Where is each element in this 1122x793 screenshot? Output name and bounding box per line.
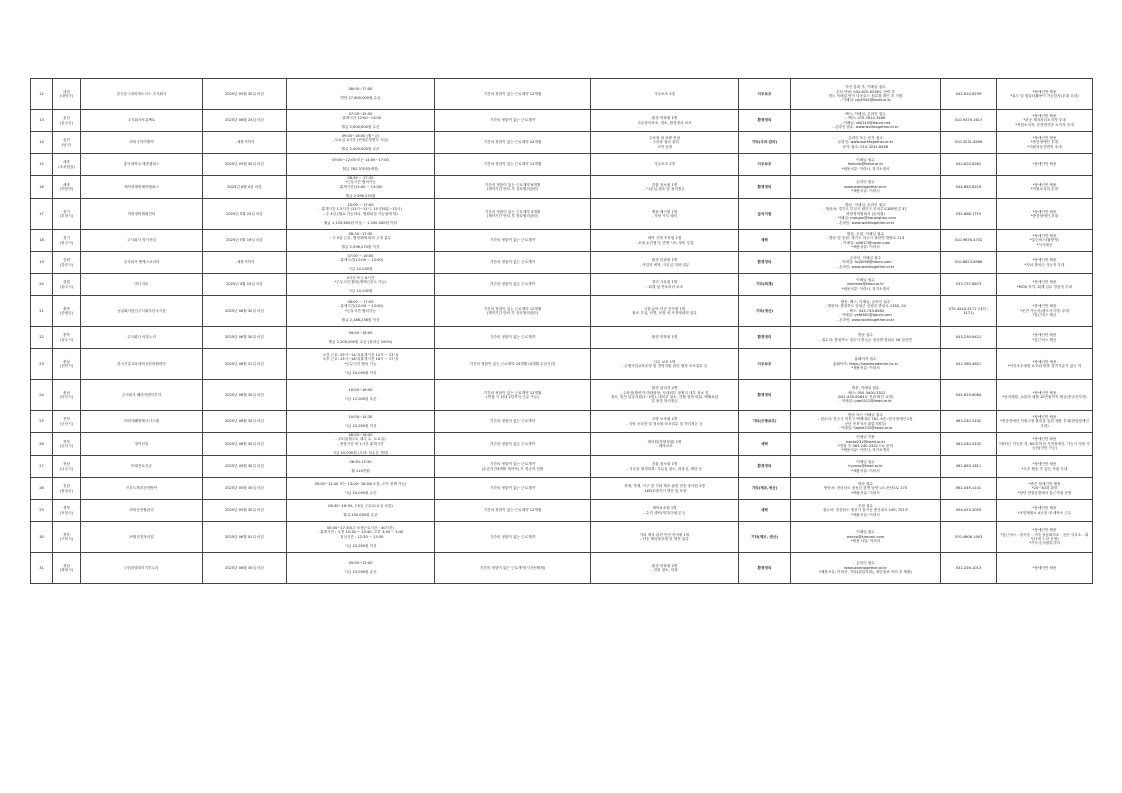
table-row (31, 500, 1093, 522)
row-hours-pay: 08:30~17:30(주 소정근로시간 : 40시간) - 휴게시간 : 오전 10:30 ~ 10:40, 오후 3:30 ~ 3:40 - 점심시간 : 12:30 ~ 13:30 시급 10,030원 이상 (287, 522, 435, 553)
row-contract: 기간의 정함이 있는 근로계약 12개월 (435, 79, 591, 110)
row-deadline: - 채용시까지 (203, 132, 287, 154)
job-listing-sheet (30, 78, 1092, 584)
row-region: 강원 (원주시) (53, 274, 81, 296)
row-company: 한국기술교육대학교산학협력단 (81, 349, 203, 380)
row-preference: *장애인만 채용 *자차 출퇴근 가능자 우대 (997, 252, 1093, 274)
row-region: 울산 (울주군) (53, 110, 81, 132)
row-job-duty: 세탁보조원 1명 - 수건 세탁/개기/다림질 등 (591, 500, 739, 522)
row-job-field: 환경정리 (739, 110, 791, 132)
row-deadline: 2025년 5월 24일 마감 (203, 199, 287, 230)
row-preference: *장애인만 채용 (997, 154, 1093, 176)
row-phone: 070-4606-1903 (941, 522, 997, 553)
row-number: 19 (31, 252, 53, 274)
row-phone: 063-240-2432 (941, 433, 997, 456)
row-region: 경북 (구미시) (53, 522, 81, 553)
row-job-duty: 주방 보조원 1명 - 식당 조리장 및 청소원 보조업무 및 정리정돈 등 (591, 411, 739, 433)
row-region: 충남 (아산시) (53, 380, 81, 411)
row-job-field: 기타(생산) (739, 296, 791, 327)
table-row (31, 230, 1093, 252)
row-job-field: 급식지원 (739, 199, 791, 230)
row-number: 28 (31, 478, 53, 500)
table-row (31, 110, 1093, 132)
row-deadline: 2025년 06월 30일 마감 (203, 433, 287, 456)
row-contract: 기간의 정함이 없는 근로계약 (435, 433, 591, 456)
row-preference: *장애인만 채용 *중증장애인 우대 *지원자운전면허 우대 (997, 132, 1093, 154)
row-hours-pay: 08:30 ~ 17:30 *근무시간 협의가능 -휴게시간(12:00 ~ 13:00) 월급 2,096,270원 (287, 176, 435, 199)
row-hours-pay: 오전 근무: 09시~14시(휴게시간 12시 ~ 13시) 오후 근무: 13시~18시(휴게시간 16시 ~ 17시) *근무시간 협의 가능 시급 10,030원 이상 (287, 349, 435, 380)
row-job-duty: 환경 관리자 2명 - 주차장(출연자 미화담당, 사내외부 청정지 내부 청소 및 청소, 법인 업무지원(1~2명), 내외부 청소, 간협 설탁 비위, 택배보관 및 품질 정리정돈 (591, 380, 739, 411)
row-hours-pay: 08:00~17:00 연봉 27,600,000원 수준 (287, 79, 435, 110)
table-row (31, 522, 1093, 553)
row-preference: *장애인만 채용 *통근버스 : 왕곡동 - 구미 상공회의소 - 공단 사무소 - 회사(7개 노선 운영) *기숙사,차량유지비 (997, 522, 1093, 553)
row-job-duty: 사무 보조 1명 - 수행사업교육운영 및 경영지원 관련 행정 보조업무 등 (591, 349, 739, 380)
row-number: 20 (31, 274, 53, 296)
table-row (31, 553, 1093, 584)
row-company: ㈜범진전자산업 (81, 522, 203, 553)
table-row (31, 327, 1093, 349)
row-company: 주식회사포유팩토 (81, 110, 203, 132)
row-contract: 기간의 정함이 있는 근로계약 3개월 (계약기간 만료 후 상호협의관련) (435, 199, 591, 230)
row-deadline: 2025년 05월 30일 마감 (203, 478, 287, 500)
row-job-duty: 사무보조 1명 (591, 154, 739, 176)
row-region: 세종 (연동면) (53, 176, 81, 199)
row-hours-pay: 08:30~16:30, 주5일 근무(토요일 포함) 월 2,150,000원 수준 (287, 500, 435, 522)
row-preference: *장애인만 채용 *증지체장, 교통비 매월 10만원까지 제공(중수증지자) (997, 380, 1093, 411)
table-row (31, 176, 1093, 199)
row-company: ㈜비구이어엔씨 (81, 132, 203, 154)
row-application: 방문, 이메일 접수 - 팩스: 050-3400-3322 (041-439-6084로 전화 확인 요망) - 이메일: pde0512@kead.or.kr (791, 380, 941, 411)
table-row (31, 380, 1093, 411)
row-preference: *장애인만 채용 *MOS 자격, 회계 업무 경험자 우대 (997, 274, 1093, 296)
row-hours-pay: 10:00~16:00 시급 12,000원 수준 (287, 380, 435, 411)
row-preference: *장애인만 채용 *중증장애인 지원고용 훈련을 통한 채용 우대(발달장애인 우대) (997, 411, 1093, 433)
row-number: 24 (31, 380, 53, 411)
row-contract: 기간의 정함이 없는 근로계약 (435, 411, 591, 433)
table-row (31, 433, 1093, 456)
row-application: 온라인, 이메일 접수 - 이메일: hcj0096@daum.com - 온라인: www.worktogether.or.kr (791, 252, 941, 274)
row-hours-pay: 08:00 ~ 17:00 - 휴게시간(12:00 ~ 13:00) *근무시간 협의가능 월급 2,188,236원 이상 (287, 296, 435, 327)
row-deadline: 2025년 6월 4일 마감 (203, 176, 287, 199)
row-number: 26 (31, 433, 53, 456)
row-job-field: 환경정리 (739, 327, 791, 349)
row-region: 충북 (증평군) (53, 296, 81, 327)
row-deadline: 2025년 06월 30일 마감 (203, 411, 287, 433)
table-row (31, 154, 1093, 176)
row-job-field: 세탁 (739, 433, 791, 456)
row-region: 울산 (남구) (53, 132, 81, 154)
table-row (31, 411, 1093, 433)
row-job-field: 기타(회계) (739, 274, 791, 296)
row-contract: 기간의 정함이 있는 근로계약 6개월 (계약기간 만료 후 상호협의관련) (435, 176, 591, 199)
row-contract: 기간의 정함이 없는 근로계약 (435, 230, 591, 252)
row-application: 방문, 팩스, 이메일, 온라인 접수 - 방문처: 충청북도 증평군 증평읍 중앙로 1350, 24 - 팩스: 043-743-6580 - 이메일: yef6381@daum.com - 온라인: www.worktogether.or.kr (791, 296, 941, 327)
row-number: 25 (31, 411, 53, 433)
row-preference: *장애인만 채용 *직원소지자 우대 (997, 176, 1093, 199)
row-job-field: 기타(주방보조) (739, 411, 791, 433)
row-company: ㈜디지토 (81, 274, 203, 296)
row-company: 주식회사 엔에스코리아 (81, 252, 203, 274)
row-application: 온라인 또는 문자 접수 온라인: www.worktogether.or.kr 문자 접수: 010-3231-8458 (791, 132, 941, 154)
row-hours-pay: 07:00~15:00 - 휴게시간 12:00~13:00 월급 2,000,000원 수준 (287, 110, 435, 132)
row-region: 전북 (군산시) (53, 411, 81, 433)
row-application: 온라인 접수 www.worktogether.or.kr *채용서류: 이력서, 기타(취업지원), 재련정보 이력 후 제출) (791, 553, 941, 584)
row-application: 방문 또는 이메일 접수 - 접수처: 전주시 덕진구 백제대로 761, 9층 (한국장애인고용 공단 전북지사 취업지원부) - 이메일: haeke232@kead.or.kr (791, 411, 941, 433)
row-job-duty: 병원 배식원 1명 - 식당 카트 배식 (591, 199, 739, 230)
row-contract: 기간의 정함이 없는 근로계약 (435, 274, 591, 296)
row-phone: 033-737-6673 (941, 274, 997, 296)
row-number: 27 (31, 456, 53, 478)
row-job-field: 사무보조 (739, 79, 791, 110)
row-phone: 042-620-6261 (941, 154, 997, 176)
row-number: 13 (31, 110, 53, 132)
row-deadline: 2025년 06월 30일 마감 (203, 380, 287, 411)
row-deadline: 2025년 06월 01일 마감 (203, 522, 287, 553)
row-contract: 기간의 정함이 없는 근로계약 (435, 110, 591, 132)
row-preference: *중증 장애인만 채용 *20~30대 희망 *정단 현장공장에서 통근자원 운영 (997, 478, 1093, 500)
row-phone: 041-629-6084 (941, 380, 997, 411)
row-deadline: 2025년 05월 30일 마감 (203, 500, 287, 522)
row-company: 홍익대학교 세종캠퍼스 (81, 154, 203, 176)
row-job-field: 환경정리 (739, 553, 791, 584)
row-job-duty: 세탁 기계 조작원 1명 - 포형 수건접기, 면생 시트 정비 투입 (591, 230, 739, 252)
row-region: 경기 (부천시) (53, 199, 81, 230)
row-job-field: 세탁 (739, 500, 791, 522)
row-company: 주식회사 마블누리 (81, 327, 203, 349)
row-job-duty: 주차장 내 차량 안내 - 주차장 청소 관리 고객 응대 (591, 132, 739, 154)
row-application: 이메일 접수 yelemee@kead.or.kr *채용서류: 이력서, 자기소개서 (791, 274, 941, 296)
row-preference: *장애인만 채용 *중증장애인 우대 (997, 199, 1093, 230)
row-contract: 기간의 정함이 없는 근로계약 (435, 478, 591, 500)
row-preference: *장애인만 채용 *포항제철소 4공장 내 세탁소 근무 (997, 500, 1093, 522)
row-job-duty: 기타 제조 관련 단순 종사원 1명 - 단순 제의품조립 및 생산 업무 (591, 522, 739, 553)
row-application: 우선 통화 후, 이메일 접수 우선 연락: 042-620-6236로 연락 후 별도 이메일 양식 다운로드 원류를 확인 후 지원 - 이메일: cjh4554@kead.or.kr (791, 79, 941, 110)
row-region: 충북 (청주시) (53, 327, 81, 349)
row-phone: 062-449-1141 (941, 478, 997, 500)
row-phone: 042-620-6239 (941, 79, 997, 110)
row-job-duty: 환경 미화원 2명 - 건물 청소, 미화 (591, 553, 739, 584)
row-job-field: 환경정리 (739, 456, 791, 478)
table-row (31, 132, 1093, 154)
row-hours-pay: 07:00 ~ 16:00 - 휴게시간(12:00 ~ 13:00) 시급 10,030원 (287, 252, 435, 274)
row-hours-pay: 08:30-13:30 월 110만원 (287, 456, 435, 478)
row-phone: 032-226-1013 (941, 553, 997, 584)
row-number: 31 (31, 553, 53, 584)
row-hours-pay: 4시간 또는 6시간 *근무시간 협의(재택근무도 가능) 시급 10,030원 (287, 274, 435, 296)
row-deadline: 2025년 06월 24일 마감 (203, 110, 287, 132)
row-job-duty: 경리 사무원 1명 - 회계 및 전표처리 보조 (591, 274, 739, 296)
table-row (31, 296, 1093, 327)
row-deadline: 2025년 5월 19일 마감 (203, 230, 287, 252)
row-deadline: 2025년 06월 30일 마감 (203, 296, 287, 327)
row-preference: *장애인만 채용 *운전 가능자(렌트시지자) 우대 *통근버스 제공 (997, 296, 1093, 327)
row-job-duty: 식품 분야 단순 종사원 1명 원료 투입, 선별, 포장 외 포장재세척 업무 (591, 296, 739, 327)
table-row (31, 274, 1093, 296)
row-job-field: 환경정리 (739, 176, 791, 199)
row-deadline: - 채용시까지 (203, 252, 287, 274)
row-application: 방문 접수 - 접수처: 충청북도 청주시 충주군 청산면 청남로 26 청산면 (791, 327, 941, 349)
row-number: 14 (31, 132, 53, 154)
table-body (31, 79, 1093, 584)
row-preference: *장애인만 채용 *이가조우평범 요조의 양중 결격사유가 없는 자 (997, 349, 1093, 380)
table-row (31, 478, 1093, 500)
row-application: 우편 접수 접수처: 경상남도 영산시 율곡동 충산대로 149, 701호 *채용서류: 이력서 (791, 500, 941, 522)
row-number: 17 (31, 199, 53, 230)
row-deadline: 2025년 06월 21일 마감 (203, 349, 287, 380)
row-job-field: 환경정리 (739, 252, 791, 274)
row-job-field: 사무보조 (739, 154, 791, 176)
row-job-field: 기타(제조,생산) (739, 478, 791, 500)
table-row (31, 349, 1093, 380)
row-job-field: 기타(주차 관리) (739, 132, 791, 154)
row-phone: 063-240-2432 (941, 411, 997, 433)
row-region: 경북 (포항시) (53, 500, 81, 522)
row-contract: 기간의 정함이 있는 근로계약 24개월 (4개월 수습기간) (435, 349, 591, 380)
row-job-duty: 세탁원(각합정원) 1명 - 세탁보조 (591, 433, 739, 456)
row-number: 12 (31, 79, 53, 110)
row-deadline: 2025년 06월 30일 마감 (203, 553, 287, 584)
row-preference: *장애인만 채용 *통근버스 제공 (997, 327, 1093, 349)
row-contract: 기간의 정함이 있는 근로계약 24개월 (435, 132, 591, 154)
row-hours-pay: 08:00~16:00 - 주5일(월주5, 매주 수, 토요일) - 현장시간 외 1시간 휴게시간 시급 10,030원 (초과: 성수본 개념) (287, 433, 435, 456)
row-job-field: 환경정리 (739, 380, 791, 411)
row-company: ㈜현대해양테크시스템 (81, 411, 203, 433)
row-region: 경남 (창원시) (53, 553, 81, 584)
row-application: 온라인 접수 www.worktogether.or.kr *채용서류: 이력서 (791, 176, 941, 199)
row-region: 전남 (장성군) (53, 478, 81, 500)
row-number: 21 (31, 296, 53, 327)
row-job-duty: 환경 미화원 1명 (591, 327, 739, 349)
row-contract: 기간의 정함이 있는 근로계약 12개월 (면접 시 회대 2년까지 근무 가능) (435, 380, 591, 411)
job-listing-table (30, 78, 1093, 584)
row-contract: 기간의 정함이 있는 근로계약 12개월 (435, 500, 591, 522)
row-preference: *장애인만 채용 *오후 협동 후 있는 직원 우대 (997, 456, 1093, 478)
row-phone: 061-863-1811 (941, 456, 997, 478)
row-deadline: 2025년 05월 30일 마감 (203, 456, 287, 478)
row-job-field: 사무보조 (739, 349, 791, 380)
row-company: 하랑정비협회인터 (81, 199, 203, 230)
row-job-duty: 환경 미화원 1명 - 작업의 세척, 사무실 미화 업무 (591, 252, 739, 274)
row-contract: 기간의 정함이 없는 근로계약 (435, 252, 591, 274)
row-job-duty: 건물 청소원 1명 - 사무동 환경미화: 사무실 청소, 화장실, 계단 등 (591, 456, 739, 478)
row-preference: *장애인만 채용 *관공 제지차리소지자 우대 *직원소지자, 운전면허증 소지자 우대 (997, 110, 1093, 132)
row-phone: 010-9676-4702 (941, 230, 997, 252)
row-company: 주식회사 경기산업 (81, 230, 203, 252)
row-number: 22 (31, 327, 53, 349)
row-application: 이메일 접수 wscho@kjmcwh.com *채용 서류: 이력서 (791, 522, 941, 553)
row-phone: 044-863-8219 (941, 176, 997, 199)
row-hours-pay: 09:00~18:00 (월~금) - 토요일 4시간 (연장수당별도 지급) 월급 2,400,000원 수준 (287, 132, 435, 154)
row-region: 충남 (천안시) (53, 349, 81, 380)
row-hours-pay: 09:00~18:00 월급 2,300,000원 수준 (성과금 200%) (287, 327, 435, 349)
row-application: 이메일 작용 haeke232@kead.or.kr *전화 후 063-240-2432으로 문의 *채용서류: 이력서, 자기소개서 (791, 433, 941, 456)
row-company: ㈜비준종합관리 (81, 500, 203, 522)
table-row (31, 79, 1093, 110)
row-company: ㈜대산토기공 (81, 456, 203, 478)
row-contract: 기간의 정함이 없는 근로계약 (435, 522, 591, 553)
row-phone: 010-9379-1617 (941, 110, 997, 132)
row-company: 주식회사 해라지엔이투자 (81, 380, 203, 411)
row-number: 29 (31, 500, 53, 522)
row-preference: *장애인만 채용 *통근버스(월봉역) *식사제공 (997, 230, 1093, 252)
row-preference: *장애인만 채용 (997, 553, 1093, 584)
row-job-duty: 환경 미화원 1명 사무정리보조, 청소, 환경정리 보조 (591, 110, 739, 132)
row-job-field: 세탁 (739, 230, 791, 252)
row-hours-pay: 10:00 ~ 17:00 - 휴게시간 1.5시간 (13시~15시, 14시30분~15시) - 주 4일 (월요 가능하나, 협회워점 가능성에 따) 월급 1,153,650원 이상 ~ 1,200,000원 이하 (287, 199, 435, 230)
row-deadline: 2025년 4월 10일 마감 (203, 274, 287, 296)
row-preference: *장애인만 채용 *출퇴근 가능한 자, 60대 미만 지적장애인, 가능시 사용 가능(남자만 가능) (997, 433, 1093, 456)
row-company: 프론트제지전자방안 (81, 478, 203, 500)
row-job-field: 기타(제조, 생산) (739, 522, 791, 553)
row-number: 15 (31, 154, 53, 176)
row-application: 홈페이지 접수 홈페이지: https://seedacademie.hs.kr *채용서류: 이력서 (791, 349, 941, 380)
row-hours-pay: 09:00~12:00 또는 13:00~16:00(오전, 오후 선택 가능) 시급 10,030원 수준 (287, 478, 435, 500)
row-phone: 043-230-6421 (941, 327, 997, 349)
row-deadline: 2025년 05월 30일 마감 (203, 154, 287, 176)
row-contract: 기간의 정함이 없는 근로계약(시간선택제) (435, 553, 591, 584)
row-company: 정이산업 (81, 433, 203, 456)
row-phone: 010-6823-8988 (941, 252, 997, 274)
row-application: 방문 접수 방문처: 전라남도 장성군 삼면 남면 나노산단1로 175 *채용서류: 이력서 (791, 478, 941, 500)
row-contract: 기간의 정함이 있는 근로계약 12개월 (435, 154, 591, 176)
row-contract: 기간의 정함이 있는 근로계약 12개월 (계약기간 만료 후 상호협의관련) (435, 296, 591, 327)
row-phone: 070-4244-3171 (내선 : 3171) (941, 296, 997, 327)
row-phone: 010-3231-8458 (941, 132, 997, 154)
row-preference: *장애인만 채용 *휴드 및 컴퓨터활용이 가능한자(우대 우대) (997, 79, 1093, 110)
table-row (31, 252, 1093, 274)
row-application: 팩스, 이메일, 온라인 접수 - 팩스: 070-7614-3466 - 이메일: sk0110@daum.net - 온라인 접수: www.worktogether.or.kr (791, 110, 941, 132)
row-company: 에이치엘비제약캠퍼스 (81, 176, 203, 199)
row-number: 18 (31, 230, 53, 252)
row-number: 23 (31, 349, 53, 380)
table-row (31, 456, 1093, 478)
row-region: 세종 (조치원읍) (53, 154, 81, 176)
row-contract: 기간의 정함이 있는 근로계약 (수습기간3개월 계약직) 후 정규직 전환 (435, 456, 591, 478)
row-region: 대전 (대덕구) (53, 79, 81, 110)
row-job-duty: 사무보조 1명 (591, 79, 739, 110)
row-application: 방문, 우편, 이메일 접수 - 방문 및 우편: 경기도 파주시 광탄면 발랑로 113 - 이메일: sjh617@naver.com *채용서류: 이력서 (791, 230, 941, 252)
row-hours-pay: 08:30~17:30 - 주 5일 근무, 협정화에 따라 주정 분무 월급 2,096,270원 이상 (287, 230, 435, 252)
row-hours-pay: 09:00~12:00 시급 10,030원 수준 (287, 553, 435, 584)
row-hours-pay: 09:00~12:00 또는 14:00~17:00 월급 762,370원(세전) (287, 154, 435, 176)
row-deadline: 2025년 06월 30일 마감 (203, 327, 287, 349)
row-company: (사)한빛복지기후누리 (81, 553, 203, 584)
row-number: 16 (31, 176, 53, 199)
row-contract: 기간의 정함이 없는 근로계약 (435, 327, 591, 349)
row-region: 전북 (군산시) (53, 433, 81, 456)
row-region: 경기 (파주시) (53, 230, 81, 252)
row-job-duty: 건물 청소원 1명 - 사무실 청소 및 정리정돈 (591, 176, 739, 199)
row-application: 이메일 접수 fsexcob@kead.or.kr *채용서류: 이력서, 자기소개서 (791, 154, 941, 176)
row-number: 30 (31, 522, 53, 553)
row-application: 방문, 이메일, 온라인 접수 - 방문처: 경기도 부천시 원미구 조마루로385번길 37, 하랑정비협회지 (운의원) - 이메일: morgan@haranghan.com - 온라인: www.worktogether.or.kr (791, 199, 941, 230)
row-region: 전남 (나주시) (53, 456, 81, 478)
row-deadline: 2025년 05월 30일 마감 (203, 79, 287, 110)
row-job-duty: 전체, 목제, 가구 및 기타 제조 관련 단순 종사원 2명 - LED조명기기 생산 및 포장 (591, 478, 739, 500)
row-region: 강원 (강릉시) (53, 252, 81, 274)
row-hours-pay: 10:00~14:30 시급 10,030원 이상 (287, 411, 435, 433)
table-row (31, 199, 1093, 230)
row-phone: 041-560-4821 (941, 349, 997, 380)
row-application: 이메일 접수 hyunsu@kead.or.kr *채용서류: 이력서 (791, 456, 941, 478)
row-phone: 054-453-3055 (941, 500, 997, 522)
row-company: 농업회사법인주식회사한국식품 (81, 296, 203, 327)
row-phone: 032-666-7710 (941, 199, 997, 230)
row-company: 한국동그라미파트너스 주식회사 (81, 79, 203, 110)
